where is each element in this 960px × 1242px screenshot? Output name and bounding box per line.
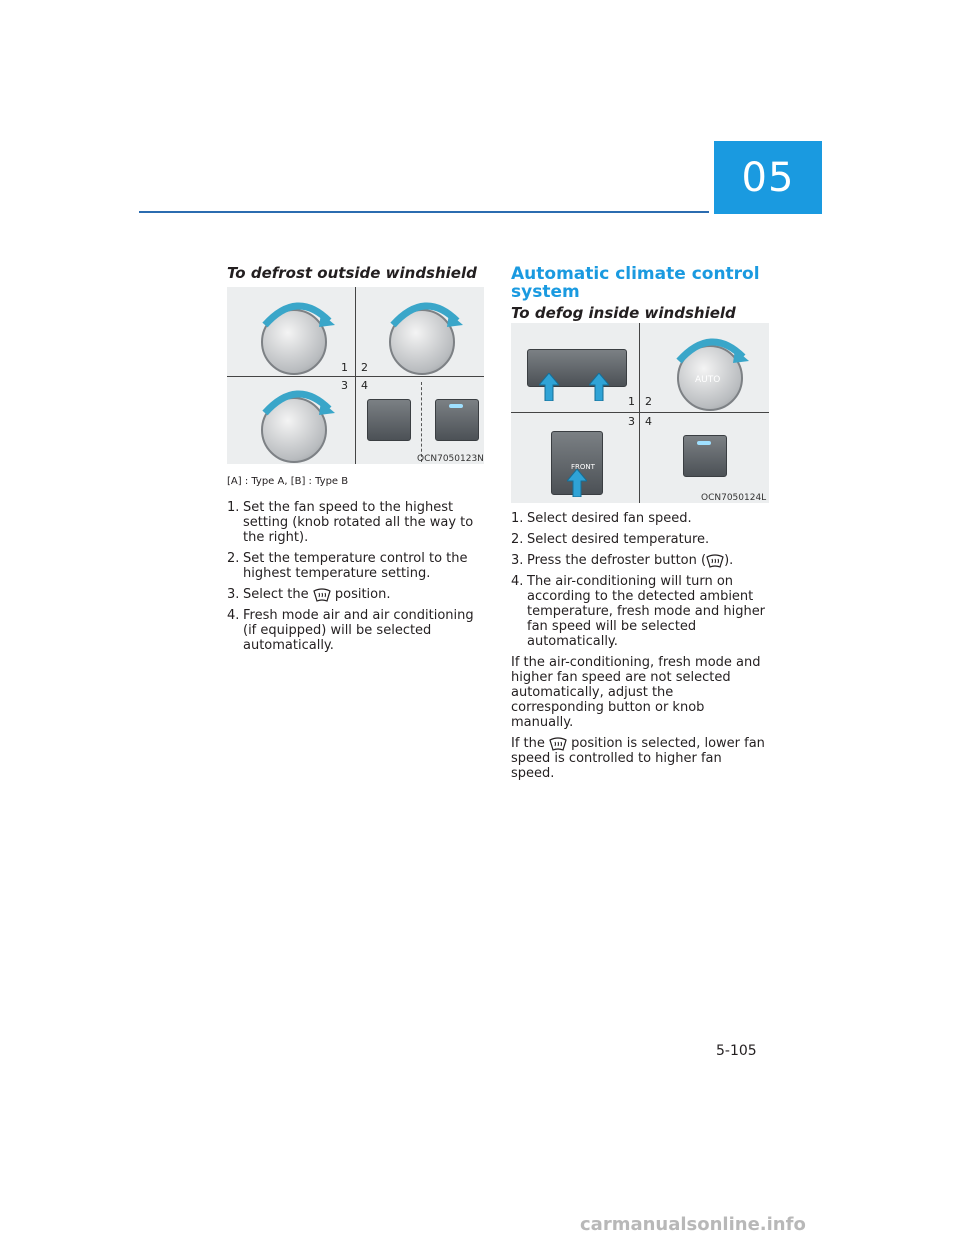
section-title: Automatic climate control system bbox=[511, 264, 760, 302]
rotate-arrow-icon bbox=[257, 295, 337, 335]
page-number: 5-105 bbox=[716, 1043, 757, 1059]
defog-steps bbox=[511, 511, 769, 649]
left-column bbox=[227, 264, 487, 282]
type-divider bbox=[421, 382, 422, 462]
list-item bbox=[511, 574, 769, 649]
up-arrow-icon bbox=[567, 469, 587, 497]
indicator-light bbox=[449, 404, 463, 408]
list-item bbox=[227, 587, 489, 602]
rotate-arrow-icon bbox=[257, 383, 337, 423]
figure-caption: [A] : Type A, [B] : Type B bbox=[227, 476, 349, 487]
windshield-defrost-icon bbox=[549, 737, 567, 751]
defrost-steps bbox=[227, 500, 489, 653]
figure-label-3: 3 bbox=[341, 379, 348, 392]
left-text bbox=[227, 476, 489, 659]
front-label: FRONT bbox=[571, 463, 595, 471]
list-item bbox=[227, 608, 489, 653]
right-heading: To defog inside windshield bbox=[511, 304, 736, 322]
figure-code: OCN7050123N bbox=[417, 454, 484, 464]
up-arrow-icon bbox=[539, 373, 559, 401]
figure-label-3: 3 bbox=[628, 415, 635, 428]
step-text: Set the temperature control to the highest temperature setting. bbox=[243, 551, 468, 581]
step-text-post: position. bbox=[334, 587, 391, 602]
list-item bbox=[511, 532, 769, 547]
figure-label-1: 1 bbox=[341, 361, 348, 374]
up-arrow-icon bbox=[589, 373, 609, 401]
windshield-defrost-icon bbox=[313, 588, 331, 602]
chapter-tab bbox=[714, 141, 822, 214]
step-text-post: ). bbox=[724, 553, 734, 568]
air-intake-button bbox=[367, 399, 411, 441]
step-number: 3. bbox=[227, 587, 240, 602]
step-text: Select desired temperature. bbox=[527, 532, 710, 547]
defog-figure bbox=[511, 323, 769, 503]
header-rule bbox=[139, 211, 709, 213]
step-number: 1. bbox=[227, 500, 240, 515]
rotate-arrow-icon bbox=[385, 295, 465, 335]
figure-label-1: 1 bbox=[628, 395, 635, 408]
figure-divider-horizontal bbox=[227, 376, 484, 377]
figure-code: OCN7050124L bbox=[701, 493, 767, 503]
list-item bbox=[511, 553, 769, 568]
paragraph-fan-speed bbox=[511, 736, 769, 781]
step-text: Set the fan speed to the highest setting (knob rotated all the way to the right). bbox=[243, 500, 474, 545]
rotate-arrow-icon bbox=[671, 331, 751, 371]
step-number: 4. bbox=[511, 574, 524, 589]
left-heading: To defrost outside windshield bbox=[227, 264, 477, 282]
step-number: 2. bbox=[511, 532, 524, 547]
figure-label-4: 4 bbox=[361, 379, 368, 392]
right-text bbox=[511, 511, 769, 787]
step-number: 4. bbox=[227, 608, 240, 623]
step-text-pre: Press the defroster button ( bbox=[527, 553, 707, 568]
watermark: carmanualsonline.info bbox=[580, 1214, 806, 1235]
chapter-number: 05 bbox=[741, 154, 795, 201]
right-header bbox=[511, 265, 771, 322]
figure-label-4: 4 bbox=[645, 415, 652, 428]
list-item bbox=[227, 500, 489, 545]
step-text-pre: Select the bbox=[243, 587, 309, 602]
figure-label-2: 2 bbox=[361, 361, 368, 374]
step-text: Select desired fan speed. bbox=[527, 511, 692, 526]
auto-label: AUTO bbox=[695, 375, 721, 385]
windshield-defrost-icon bbox=[706, 554, 724, 568]
list-item bbox=[511, 511, 769, 526]
list-item bbox=[227, 551, 489, 581]
defrost-figure bbox=[227, 287, 484, 464]
para-text-pre: If the bbox=[511, 736, 545, 751]
step-number: 3. bbox=[511, 553, 524, 568]
step-text: The air-conditioning will turn on according to the detected ambient temperature, fresh mode and higher fan speed will be selected automatically. bbox=[527, 574, 766, 649]
para-text-post: position is selected, lower fan speed is controlled to higher fan speed. bbox=[511, 736, 765, 781]
figure-divider-horizontal bbox=[511, 412, 769, 413]
step-number: 2. bbox=[227, 551, 240, 566]
paragraph-manual-adjust: If the air-conditioning, fresh mode and higher fan speed are not selected automatically, adjust the corresponding button or knob manually. bbox=[511, 655, 761, 730]
figure-label-2: 2 bbox=[645, 395, 652, 408]
step-text: Fresh mode air and air conditioning (if equipped) will be selected automatically. bbox=[243, 608, 474, 653]
step-number: 1. bbox=[511, 511, 524, 526]
indicator-light bbox=[697, 441, 711, 445]
figure-divider-vertical bbox=[639, 323, 640, 503]
